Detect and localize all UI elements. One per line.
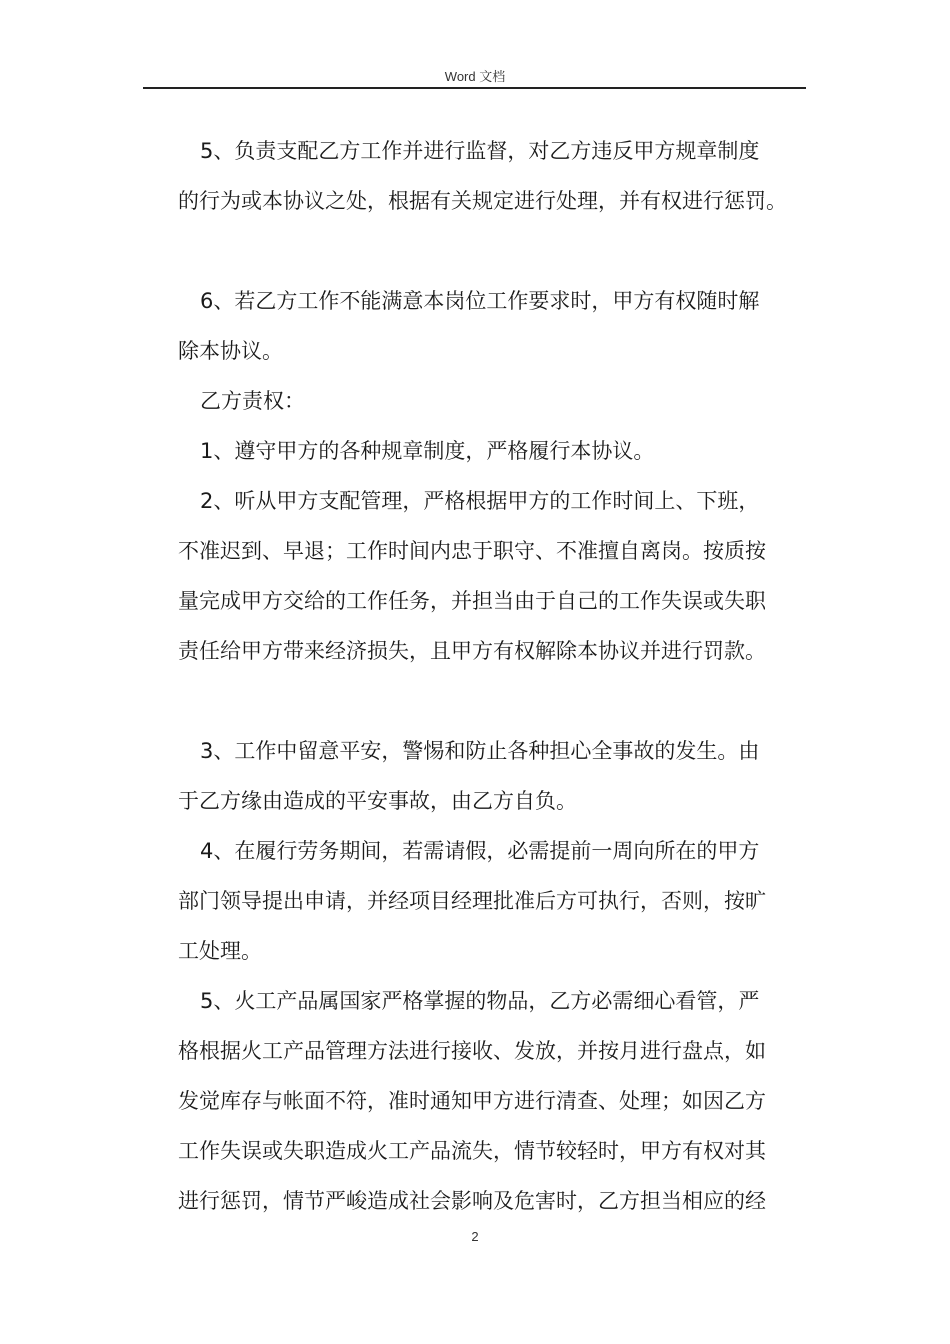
paragraph-line: 发觉库存与帐面不符，准时通知甲方进行清查、处理；如因乙方 (178, 1089, 766, 1113)
paragraph-line: 1、遵守甲方的各种规章制度，严格履行本协议。 (200, 439, 655, 463)
paragraph-line: 部门领导提出申请，并经项目经理批准后方可执行，否则，按旷 (178, 889, 766, 913)
paragraph-line: 不准迟到、早退；工作时间内忠于职守、不准擅自离岗。按质按 (178, 539, 766, 563)
paragraph-line: 2、听从甲方支配管理，严格根据甲方的工作时间上、下班， (200, 489, 760, 513)
page-number: 2 (471, 1229, 479, 1244)
paragraph-line: 工处理。 (178, 939, 262, 963)
paragraph-line: 责任给甲方带来经济损失，且甲方有权解除本协议并进行罚款。 (178, 639, 766, 663)
section-heading: 乙方责权： (200, 389, 305, 413)
paragraph-line: 6、若乙方工作不能满意本岗位工作要求时，甲方有权随时解 (200, 289, 760, 313)
paragraph-line: 的行为或本协议之处，根据有关规定进行处理，并有权进行惩罚。 (178, 189, 787, 213)
paragraph-line: 量完成甲方交给的工作任务，并担当由于自己的工作失误或失职 (178, 589, 766, 613)
header-divider (143, 87, 806, 89)
paragraph-line: 3、工作中留意平安，警惕和防止各种担心全事故的发生。由 (200, 739, 760, 763)
paragraph-spacer (178, 676, 818, 726)
page-header: Word 文档 (444, 69, 506, 84)
paragraph-line: 除本协议。 (178, 339, 283, 363)
paragraph-line: 4、在履行劳务期间，若需请假，必需提前一周向所在的甲方 (200, 839, 760, 863)
document-body (178, 126, 818, 1226)
paragraph-line: 工作失误或失职造成火工产品流失，情节较轻时，甲方有权对其 (178, 1139, 766, 1163)
paragraph-line: 进行惩罚，情节严峻造成社会影响及危害时，乙方担当相应的经 (178, 1189, 766, 1213)
paragraph-spacer (178, 226, 818, 276)
paragraph-line: 于乙方缘由造成的平安事故，由乙方自负。 (178, 789, 577, 813)
paragraph-line: 5、负责支配乙方工作并进行监督，对乙方违反甲方规章制度 (200, 139, 760, 163)
paragraph-line: 格根据火工产品管理方法进行接收、发放，并按月进行盘点，如 (178, 1039, 766, 1063)
paragraph-line: 5、火工产品属国家严格掌握的物品，乙方必需细心看管，严 (200, 989, 760, 1013)
